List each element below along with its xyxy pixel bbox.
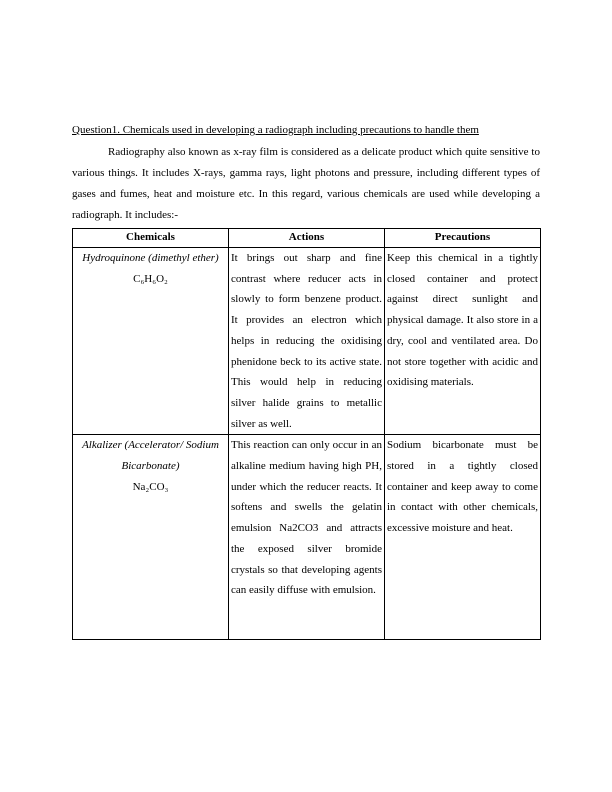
document-page [72,122,540,640]
precaution-cell: Sodium bicarbonate must be stored in a tightly closed container and keep away to come in contact with other chemicals, excessive moisture and heat. [385,435,541,640]
table-row [73,435,541,640]
question-heading: Question1. Chemicals used in developing a radiograph including precautions to handle them [72,124,479,136]
action-cell: This reaction can only occur in an alkaline medium having high PH, under which the reducer reacts. It softens and swells the gelatin emulsion Na2CO3 and attracts the exposed silver bromide crystals so that developing agents can easily diffuse with emulsion. [229,435,385,640]
table-header-row [73,229,541,248]
header-actions: Actions [229,229,385,248]
chemical-formula: C₆H₆O₂ [133,272,168,285]
chemical-cell [73,435,229,640]
precaution-cell: Keep this chemical in a tightly closed container and protect against direct sunlight and physical damage. It also store in a dry, cool and ventilated area. Do not store together with acidic and oxidising materials. [385,248,541,435]
chemicals-table [72,228,541,640]
table-row [73,248,541,435]
action-cell: It brings out sharp and fine contrast where reducer acts in slowly to form benzene product. It provides an electron which helps in reducing the oxidising phenidone beck to its active state. This would help in reducing silver halide grains to metallic silver as well. [229,248,385,435]
header-precautions: Precautions [385,229,541,248]
chemical-cell [73,248,229,435]
chemical-name: Hydroquinone (dimethyl ether) [82,252,219,264]
intro-paragraph: Radiography also known as x-ray film is considered as a delicate product which quite sensitive to various things. It includes X-rays, gamma rays, light photons and pressure, including different types of gases and fumes, heat and moisture etc. In this regard, various chemicals are used while developing a radiograph. It includes:- [72,146,540,221]
header-chemicals: Chemicals [73,229,229,248]
chemical-name: Alkalizer (Accelerator/ Sodium Bicarbonate) [82,439,219,473]
chemical-formula: Na₂CO₃ [132,480,169,493]
